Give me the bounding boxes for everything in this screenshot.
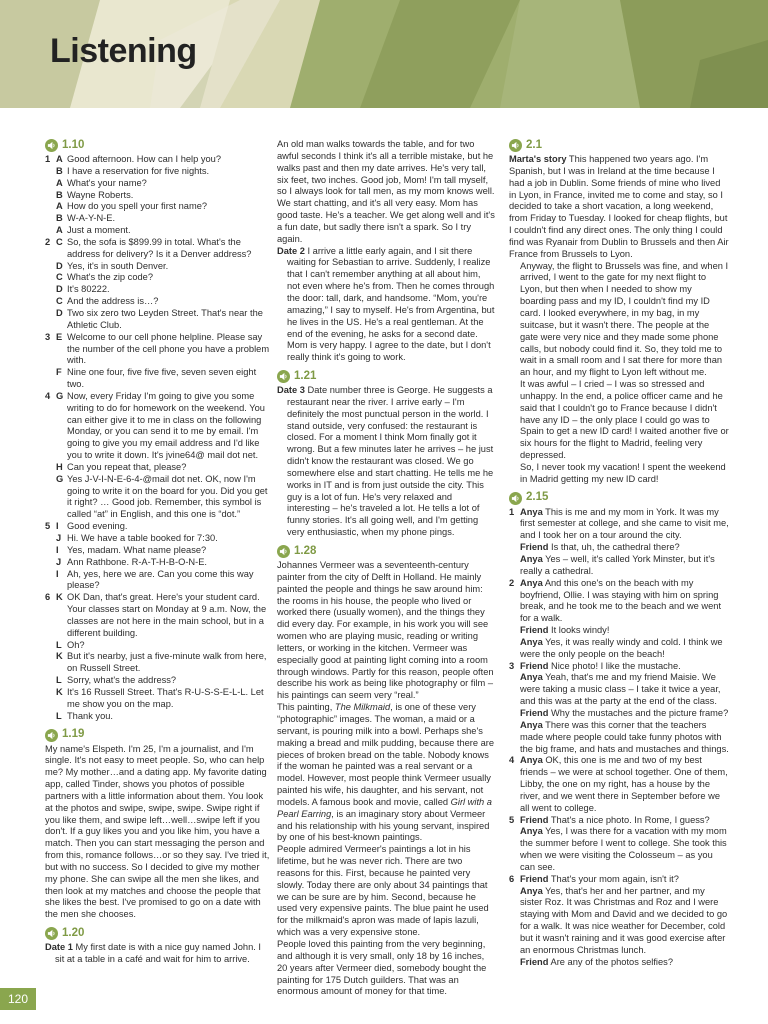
speaker-label: L: [56, 639, 62, 650]
line-number: 6: [45, 592, 51, 603]
date-text: I arrive a little early again, and I sit there waiting for Sebastian to arrive. Suddenly, I realize that I can't remember anything at all about him, not even where he's from. Then he comes through the door: tall, dark, and handsome. “Mom, you're amazing,” I say to myself. He's from Argentina, but he lives in the US. He's a real gentleman. At the end of the evening, he asks for a second date. Mom is very happy. I agree to the date, but I don't really think it's going to work.: [287, 245, 495, 363]
paragraph-vermeer: Johannes Vermeer was a seventeenth-century painter from the city of Delft in Holland. He mainly painted the people and things he saw around him: the rooms in his house, the people who lived or worked there (usually women), and the things they did every day. For example, in his work you will see women who are playing music, reading or writing letters, or working in the kitchen. Vermeer was especially good at painting light coming into a room through windows. Partly for this reason, people often describe his work as being like photography or film – his paintings can seem very “real.”: [277, 560, 494, 701]
track-label: 1.28: [294, 544, 317, 557]
date-text: My first date is with a nice guy named John. I sit at a table in a café and wait for him to arrive.: [55, 942, 262, 964]
audio-icon[interactable]: [45, 729, 58, 742]
line-text: It looks windy!: [551, 625, 610, 636]
speaker-label: F: [56, 367, 62, 378]
line-number: [45, 225, 56, 237]
speaker-label: I: [56, 544, 59, 555]
line-number: [45, 272, 56, 284]
dialogue-line: [509, 886, 729, 957]
date-text: Date number three is George. He suggests a restaurant near the river. I arrive early – I'm definitely the most punctual person in the world. I stand outside, very confused: the restaurant is closed. For a moment I think Mom finally got it wrong. But a few minutes later he arrives – he just didn't know the restaurant was closed. We go somewhere else and start chatting. He tells me he works in IT and is from just outside the city. This guy is a lot of fun. He's very relaxed and interesting – he's traveled a lot. He tells a lot of funny stories. It's all going well, and I'm getting very enthusiastic, when my phone pings.: [287, 385, 494, 538]
track-label: 2.15: [526, 491, 549, 504]
line-number: [509, 886, 520, 957]
paragraph-loved: People loved this painting from the very beginning, and although it is very small, only 18 by 16 inches, 20 years after Vermeer died, somebody bought the painting for 175 Dutch guilders. That was an enormous amount of money for that time.: [277, 939, 487, 997]
dialogue-line: [45, 474, 270, 521]
line-number: [45, 308, 56, 332]
line-number: 2: [509, 577, 515, 588]
dialogue-line: [45, 190, 270, 202]
dialogue-line: [509, 874, 729, 886]
speaker-name: Friend: [520, 660, 549, 671]
line-text: It's 80222.: [67, 284, 110, 295]
line-text: Can you repeat that, please?: [67, 461, 187, 472]
dialogue-line: [45, 284, 270, 296]
paragraph-date-1-cont: An old man walks towards the table, and for two awful seconds I think it's all a terrible mistake, but he walks past and then my date arrives. He's very tall, six feet, two inches. Good job, Mom! I'm tall myself, so I always look for tall men, as my mom knows well. We start chatting, and it's all very easy. Mom has good taste. He's a teacher. We get along well and it's a fun date, but sadly there isn't a spark. So I try again.: [277, 139, 495, 244]
speaker-label: B: [56, 213, 63, 224]
line-number: [45, 213, 56, 225]
speaker-label: A: [56, 154, 63, 164]
speaker-label: C: [56, 296, 63, 307]
speaker-name: Friend: [520, 814, 549, 825]
dialogue-line: [45, 592, 270, 639]
speaker-label: C: [56, 236, 63, 247]
line-text: Sorry, what's the address?: [67, 675, 177, 686]
speaker-label: G: [56, 473, 64, 484]
line-number: 5: [45, 521, 51, 532]
line-text: So, the sofa is $899.99 in total. What's the address for delivery? Is it a Denver address?: [67, 236, 252, 259]
speaker-name: Friend: [520, 873, 549, 884]
audio-icon[interactable]: [509, 492, 522, 505]
speaker-label: A: [56, 225, 63, 236]
line-number: [509, 637, 520, 661]
line-number: [509, 957, 520, 969]
line-number: [509, 542, 520, 554]
date-label: Date 1: [45, 942, 73, 953]
book-title: Girl with a Pearl Earring: [277, 796, 492, 819]
audio-section-1-10: [45, 139, 270, 152]
line-number: [45, 201, 56, 213]
line-text: But it's nearby, just a five-minute walk from here, on Russell Street.: [67, 651, 267, 674]
column-3: [509, 139, 729, 969]
line-text: What's the zip code?: [67, 272, 154, 283]
line-text: This is me and my mom in York. It was my first semester at college, and she came to visit me, and I took her on a tour around the city.: [520, 506, 729, 541]
speaker-label: L: [56, 675, 62, 686]
dialogue-line: [45, 201, 270, 213]
line-body: [520, 542, 729, 554]
dialogue-line: [509, 826, 729, 873]
dialogue-line: [45, 687, 270, 711]
line-text: Yes, it was really windy and cold. I think we were the only people on the beach!: [520, 636, 723, 659]
speaker-label: E: [56, 331, 63, 342]
line-number: [45, 474, 56, 521]
line-text: OK, this one is me and two of my best friends – we were at school together. One of them, Libby, the one on my right, has a house by the river, and we went there in September before we all went to college.: [520, 755, 728, 813]
line-text: OK Dan, that's great. Here's your student card. Your classes start on Monday at 9 a.m. Now, the classes are not here in the main school, but in a different building.: [67, 592, 267, 638]
line-number: 4: [509, 755, 515, 766]
dialogue-line: [509, 957, 729, 969]
line-text: Ann Rathbone. R-A-T-H-B-O-N-E.: [67, 556, 208, 567]
speaker-label: D: [56, 284, 63, 295]
audio-section-1-19: [45, 729, 270, 742]
speaker-label: D: [56, 260, 63, 271]
line-number: [45, 462, 56, 474]
dialogue-line: [509, 815, 729, 827]
line-number: 1: [45, 154, 51, 164]
speaker-label: K: [56, 651, 63, 662]
speaker-label: J: [56, 533, 62, 543]
speaker-name: Anya: [520, 577, 543, 588]
speaker-label: L: [56, 710, 62, 721]
line-text: And this one's on the beach with my boyfriend, Ollie. I was staying with him on spring break, and he took me to the beach and we went for a walk.: [520, 577, 722, 624]
line-text: That's a nice photo. In Rome, I guess?: [550, 814, 710, 825]
line-body: [520, 826, 729, 873]
dialogue-line: [45, 569, 270, 593]
line-number: [509, 554, 520, 578]
line-number: 6: [509, 873, 515, 884]
paragraph-admired: People admired Vermeer's paintings a lot in his lifetime, but he was never rich. There are two reasons for this. First, because he painted very slowly. Today there are only about 34 paintings that we can be sure are by him. Second, because he used very expensive paints. The blue paint he used for the milkmaid's apron was made of lapis lazuli, which was a very expensive stone.: [277, 844, 489, 938]
speaker-label: A: [56, 177, 63, 188]
line-body: [520, 815, 729, 827]
audio-section-1-21: [277, 370, 495, 383]
line-text: Oh?: [67, 639, 85, 650]
dialogue-line: [509, 637, 729, 661]
story-label: Marta's story: [509, 154, 567, 164]
dialogue-line: [45, 154, 270, 166]
line-text: Just a moment.: [67, 225, 131, 236]
line-text: Yes, madam. What name please?: [67, 544, 207, 555]
audio-icon[interactable]: [45, 139, 58, 152]
dialogue-line: [509, 542, 729, 554]
line-text: Welcome to our cell phone helpline. Please say the number of the cell phone you have a problem with.: [67, 331, 270, 366]
line-number: [509, 672, 520, 708]
track-label: 1.21: [294, 369, 317, 382]
dialogue-line: [509, 672, 729, 708]
line-number: 2: [45, 236, 51, 247]
line-number: 3: [509, 660, 515, 671]
dialogue-line: [509, 755, 729, 814]
line-body: [520, 708, 729, 720]
line-body: [520, 578, 729, 625]
line-body: [520, 672, 729, 708]
line-number: [45, 261, 56, 273]
painting-title: The Milkmaid: [334, 702, 391, 713]
line-number: 1: [509, 506, 515, 517]
speaker-name: Anya: [520, 719, 543, 730]
paragraph-marta-3: It was awful – I cried – I was so stressed and unhappy. In the end, a police officer came and he said that I couldn't go to France because I didn't have any ID – the only place I could go was to Spain to get a new ID card! I waited another five or six hours for the flight to Madrid, feeling very depressed.: [520, 379, 729, 461]
audio-icon[interactable]: [277, 370, 290, 383]
text-run: , is one of these very “photographic” images. The woman, a maid or a servant, is pouring milk into a bowl. Perhaps she's making a bread and milk pudding, because there are pieces of broken bread on the table. Nobody knows if the woman he painted was a real servant or a model. However, most people think Vermeer usually painted his wife, his daughter, and his servant, not models. A famous book and movie, called: [277, 702, 495, 807]
line-number: 5: [509, 814, 515, 825]
line-text: Yes, I was there for a vacation with my mom the summer before I went to college. She took this when we were visiting the Colosseum – as you can see.: [520, 826, 727, 872]
speaker-label: C: [56, 272, 63, 283]
audio-section-1-28: [277, 545, 495, 558]
column-1: [45, 139, 270, 966]
line-text: Yes, that's her and her partner, and my sister Roz. It was Christmas and Roz and I were staying with Mom and David and we decided to go for a walk. It was nice weather for December, cold but it wasn't raining and it was good exercise after an enormous Christmas lunch.: [520, 885, 728, 955]
dialogue-line: [45, 296, 270, 308]
line-number: [45, 296, 56, 308]
speaker-name: Friend: [520, 956, 549, 967]
speaker-name: Anya: [520, 755, 543, 766]
paragraph-date-3: [277, 385, 495, 539]
speaker-label: I: [56, 568, 59, 579]
line-text: Yes, it's in south Denver.: [67, 260, 169, 271]
line-body: [520, 554, 729, 578]
dialogue-line: [45, 272, 270, 284]
dialogue-line: [509, 661, 729, 673]
dialogue-line: [45, 225, 270, 237]
line-number: [509, 708, 520, 720]
line-text: That's your mom again, isn't it?: [550, 873, 679, 884]
dialogue-line: [509, 578, 729, 625]
speaker-name: Anya: [520, 554, 543, 564]
speaker-name: Friend: [520, 707, 549, 718]
line-text: Are any of the photos selfies?: [550, 956, 673, 967]
line-text: W-A-Y-N-E.: [67, 213, 116, 224]
line-body: [520, 874, 729, 886]
dialogue-line: [45, 308, 270, 332]
date-label: Date 2: [277, 245, 305, 256]
line-body: [520, 886, 729, 957]
dialogue-line: [45, 367, 270, 391]
line-number: 3: [45, 331, 51, 342]
text-run: , is an imaginary story about Vermeer and his relationship with his young servant, inspired by one of his best-known paintings.: [277, 808, 490, 843]
page-number: 120: [0, 988, 36, 1010]
line-text: There was this corner that the teachers made where people could take funny photos with the big frame, and hats and mustaches and things.: [520, 719, 729, 754]
speaker-label: B: [56, 165, 63, 176]
line-number: [45, 557, 56, 569]
line-number: [45, 190, 56, 202]
line-text: Ah, yes, here we are. Can you come this way please?: [67, 568, 254, 591]
line-text: Yes – well, it's called York Minster, but it's really a cathedral.: [520, 554, 715, 576]
audio-icon[interactable]: [509, 139, 522, 152]
speaker-label: B: [56, 189, 63, 200]
speaker-label: D: [56, 307, 63, 318]
line-body: [520, 661, 729, 673]
dialogue-line: [509, 720, 729, 756]
line-text: It's 16 Russell Street. That's R-U-S-S-E-L-L. Let me show you on the map.: [67, 686, 264, 709]
line-number: [45, 569, 56, 593]
dialogue-line: [45, 651, 270, 675]
dialogue-line: [45, 178, 270, 190]
line-text: And the address is…?: [67, 296, 159, 307]
speaker-name: Anya: [520, 506, 543, 517]
text-run: This painting,: [277, 702, 335, 713]
line-number: [509, 826, 520, 873]
dialogue-line: [45, 711, 270, 723]
line-body: [520, 507, 729, 543]
paragraph-date-1: [45, 942, 270, 966]
line-text: Nice photo! I like the mustache.: [551, 660, 681, 671]
line-body: [520, 625, 729, 637]
audio-icon[interactable]: [277, 545, 290, 558]
speaker-label: J: [56, 556, 62, 567]
speaker-label: K: [56, 686, 63, 697]
speaker-label: A: [56, 201, 63, 212]
speaker-label: G: [56, 390, 64, 401]
audio-section-2-15: [509, 492, 729, 505]
line-number: [45, 711, 56, 723]
date-label: Date 3: [277, 385, 305, 396]
audio-icon[interactable]: [45, 927, 58, 940]
line-number: [45, 640, 56, 652]
column-2: [277, 139, 495, 998]
line-text: Is that, uh, the cathedral there?: [551, 542, 680, 553]
line-number: [45, 545, 56, 557]
dialogue-line: [45, 675, 270, 687]
line-number: [45, 178, 56, 190]
track-label: 1.20: [62, 926, 85, 939]
speaker-name: Anya: [520, 885, 543, 896]
paragraph-marta-1: [509, 154, 729, 261]
dialogue-line: [45, 545, 270, 557]
line-number: 4: [45, 390, 51, 401]
dialogue-line: [45, 213, 270, 225]
story-text: This happened two years ago. I'm Spanish, but I was in Ireland at the time because I had a job in Dublin. Some friends of mine who lived in Lyon, in France, invited me to come and stay, so I decided to take a short vacation, a long weekend, from Friday to Tuesday. I looked for cheap flights, but I couldn't find any direct ones. The only thing I could find was Ryanair from Dublin to Brussels and then Air France from Brussels to Lyon.: [509, 154, 729, 259]
line-number: [509, 625, 520, 637]
line-number: [45, 367, 56, 391]
speaker-name: Anya: [520, 672, 543, 683]
line-body: [520, 637, 729, 661]
speaker-label: H: [56, 461, 63, 472]
dialogue-line: [45, 332, 270, 368]
dialogue-line: [45, 640, 270, 652]
line-body: [520, 755, 729, 814]
line-text: Hi. We have a table booked for 7:30.: [67, 533, 218, 543]
audio-section-2-1: [509, 139, 729, 152]
track-label: 1.10: [62, 138, 85, 151]
dialogue-line: [509, 554, 729, 578]
line-text: Now, every Friday I'm going to give you some writing to do for homework on the weekend. You can either give it to me in class on the following Monday, or you can send it to me by email. I'm going to give you my email address and I'd like you to write it down. It's jvine64@ mail dot net.: [67, 390, 265, 461]
dialogue-line: [509, 708, 729, 720]
line-text: Good afternoon. How can I help you?: [67, 154, 222, 164]
page-title: Listening: [50, 32, 197, 70]
speaker-label: K: [56, 592, 63, 603]
line-number: [45, 284, 56, 296]
dialogue-line: [45, 261, 270, 273]
dialogue-line: [45, 391, 270, 462]
line-text: Good evening.: [67, 521, 128, 532]
line-text: What's your name?: [67, 177, 147, 188]
line-text: Two six zero two Leyden Street. That's near the Athletic Club.: [67, 307, 263, 330]
dialogue-line: [45, 166, 270, 178]
paragraph-marta-2: Anyway, the flight to Brussels was fine, and when I arrived, I went to the gate for my next flight to Lyon, but then when I needed to show my boarding pass and my ID, I couldn't find my ID card. I looked everywhere, in my bag, in my suitcase, but it wasn't there. The people at the gate were very nice and they made some phone calls, but nobody could find it. So, they told me to wait in a small room and I sat there for more than an hour, and my flight to Lyon left without me.: [520, 260, 729, 378]
line-number: [45, 675, 56, 687]
line-text: Yeah, that's me and my friend Maisie. We were taking a music class – I take it twice a year, and this was at the party at the end of the class.: [520, 672, 721, 707]
line-number: [45, 687, 56, 711]
speaker-name: Anya: [520, 826, 543, 837]
line-text: Why the mustaches and the picture frame?: [551, 707, 729, 718]
dialogue-line: [45, 533, 270, 545]
line-text: I have a reservation for five nights.: [67, 165, 210, 176]
dialogue-line: [45, 521, 270, 533]
line-text: Nine one four, five five five, seven seven eight two.: [67, 367, 257, 390]
page-header: [0, 0, 768, 108]
track-label: 1.19: [62, 728, 85, 741]
dialogue-line: [45, 462, 270, 474]
speaker-name: Friend: [520, 542, 549, 553]
dialogue-1-10: [45, 154, 270, 723]
track-label: 2.1: [526, 138, 542, 151]
speaker-name: Friend: [520, 625, 549, 636]
dialogue-line: [45, 557, 270, 569]
dialogue-line: [509, 507, 729, 543]
line-text: How do you spell your first name?: [67, 201, 208, 212]
line-text: Thank you.: [67, 710, 113, 721]
line-number: [45, 166, 56, 178]
speaker-name: Anya: [520, 636, 543, 647]
line-number: [509, 720, 520, 756]
paragraph-milkmaid: [277, 702, 495, 844]
line-text: Wayne Roberts.: [67, 189, 134, 200]
line-text: Yes J-V-I-N-E-6-4-@mail dot net. OK, now I'm going to write it on the board for you. Did you get it right? … Good job. Remember, this symbol is called “at” in English, and this one is “dot.”: [67, 473, 268, 520]
dialogue-2-15: [509, 507, 729, 969]
paragraph-marta-4: So, I never took my vacation! I spent the weekend in Madrid getting my new ID card!: [520, 461, 726, 484]
audio-section-1-20: [45, 927, 270, 940]
line-number: [45, 651, 56, 675]
paragraph-date-2: [277, 246, 495, 364]
speaker-label: I: [56, 521, 59, 532]
dialogue-line: [509, 625, 729, 637]
line-number: [45, 533, 56, 545]
dialogue-line: [45, 237, 270, 261]
line-body: [520, 720, 729, 756]
line-body: [520, 957, 729, 969]
paragraph-elspeth: My name's Elspeth. I'm 25, I'm a journalist, and I'm single. It's not easy to meet people. So, who can help me? My mother…and a dating app. My favorite dating app, called Tinder, shows you photos of possible partners with a little information about them. You look at the photos and swipe, swipe, swipe. Swipe right if you like them, and swipe left…well…swipe left if you don't. If a guy likes you and you like him, you have a match. Then you can start messaging the person and from this, romance follows…or so they say. I've tried it, but with no success. So I decided to give my mother my phone. She can swipe all the men she likes, and then look at my matches and choose the people that she likes the best. I've promised to go on a date with the men she chooses.: [45, 743, 270, 920]
